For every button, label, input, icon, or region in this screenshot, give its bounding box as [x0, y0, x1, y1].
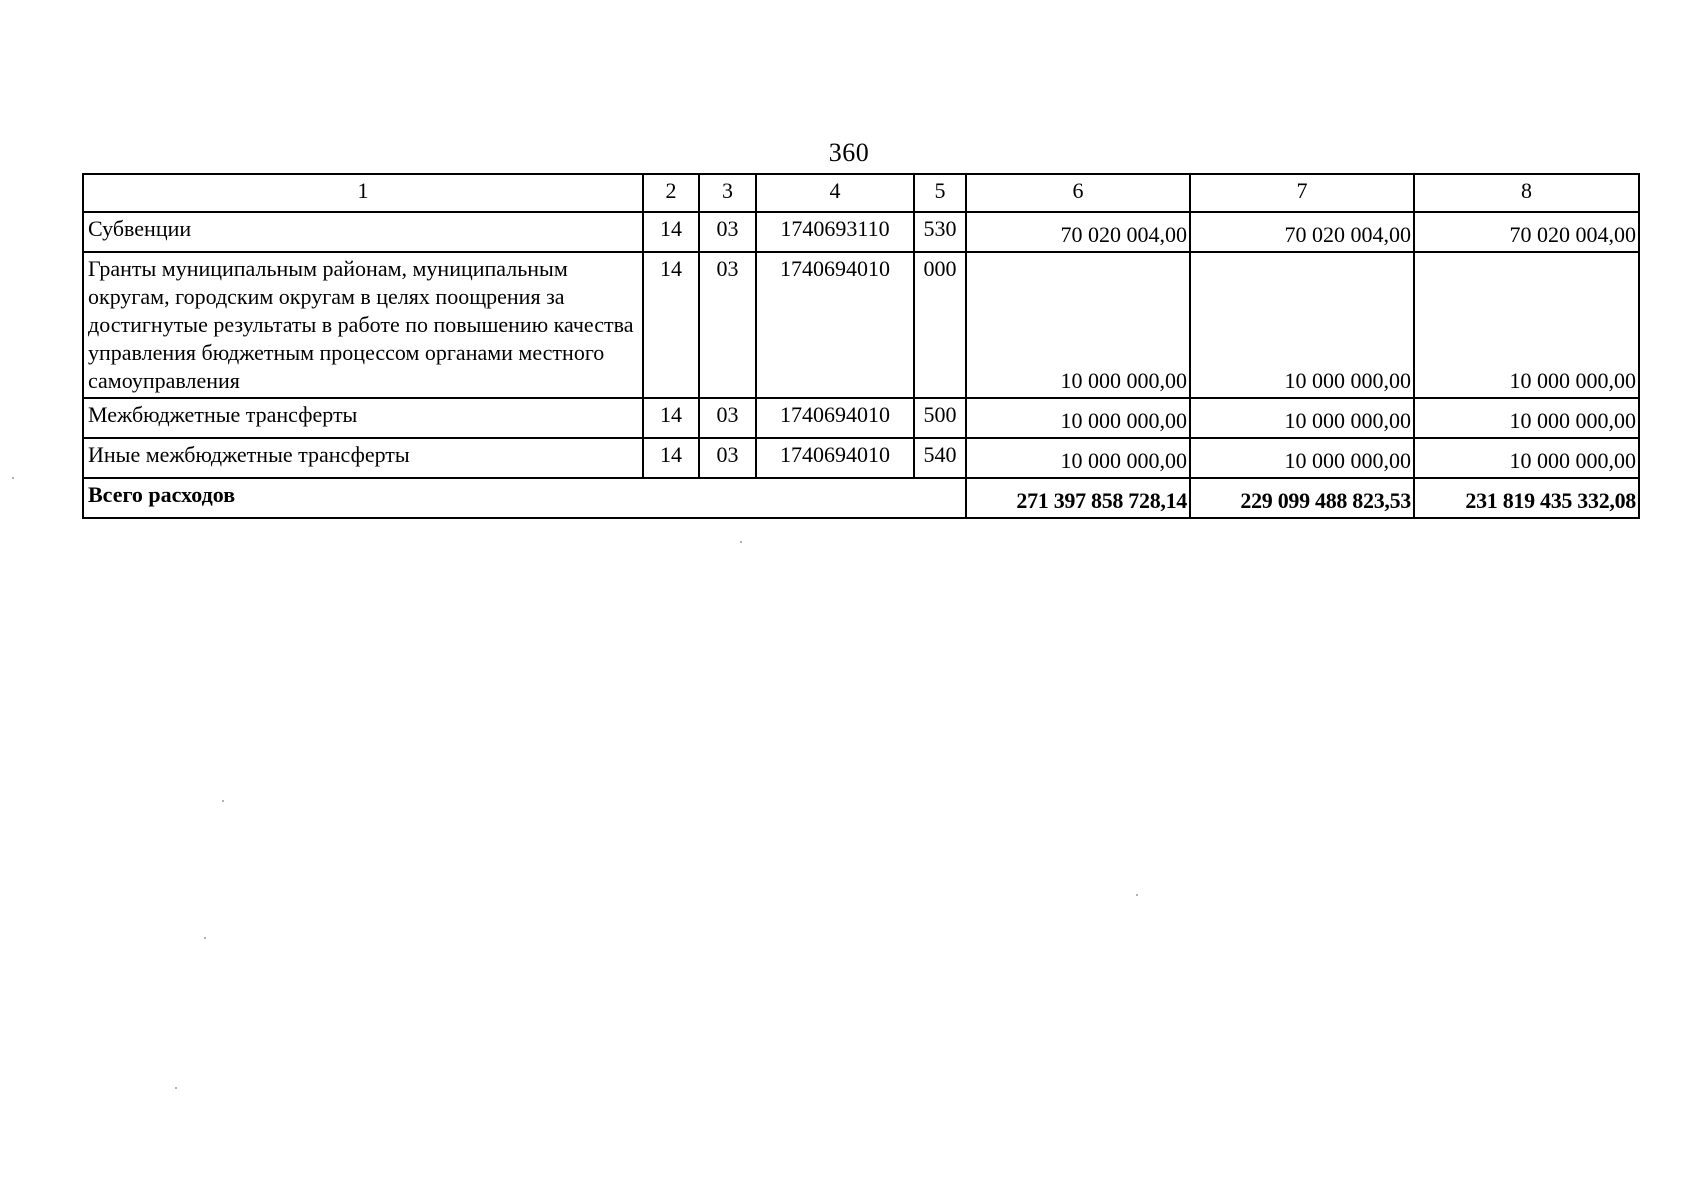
column-number-header-row [83, 174, 1639, 212]
budget-table [82, 173, 1640, 519]
amount-col-7: 10 000 000,00 [1190, 398, 1414, 438]
target-article-code: 1740694010 [756, 438, 914, 478]
amount-col-8: 10 000 000,00 [1414, 398, 1639, 438]
scan-speck [204, 937, 206, 939]
column-number-2: 2 [643, 174, 699, 212]
amount-col-8: 10 000 000,00 [1414, 252, 1639, 398]
row-name: Межбюджетные трансферты [83, 398, 643, 438]
total-row [83, 478, 1639, 518]
subsection-code: 03 [699, 438, 756, 478]
section-code: 14 [643, 252, 699, 398]
scan-speck [222, 800, 224, 802]
section-code: 14 [643, 212, 699, 252]
total-amount-col-8: 231 819 435 332,08 [1414, 478, 1639, 518]
subsection-code: 03 [699, 398, 756, 438]
scan-speck [740, 541, 742, 543]
total-amount-col-7: 229 099 488 823,53 [1190, 478, 1414, 518]
subsection-code: 03 [699, 212, 756, 252]
column-number-5: 5 [914, 174, 966, 212]
row-name: Иные межбюджетные трансферты [83, 438, 643, 478]
amount-col-6: 10 000 000,00 [966, 398, 1190, 438]
amount-col-6: 70 020 004,00 [966, 212, 1190, 252]
expense-type-code: 500 [914, 398, 966, 438]
page-number: 360 [828, 138, 870, 167]
scan-speck [175, 1087, 177, 1089]
row-name: Субвенции [83, 212, 643, 252]
section-code: 14 [643, 398, 699, 438]
row-name: Гранты муниципальным районам, муниципальным округам, городским округам в целях поощрения за достигнутые результаты в работе по повышению качества управления бюджетным процессом органами местного самоуправления [83, 252, 643, 398]
expense-type-code: 540 [914, 438, 966, 478]
amount-col-7: 10 000 000,00 [1190, 438, 1414, 478]
amount-col-6: 10 000 000,00 [966, 252, 1190, 398]
scan-speck [12, 477, 14, 479]
amount-col-7: 10 000 000,00 [1190, 252, 1414, 398]
target-article-code: 1740693110 [756, 212, 914, 252]
table-row [83, 398, 1639, 438]
table-row [83, 252, 1639, 398]
expense-type-code: 530 [914, 212, 966, 252]
target-article-code: 1740694010 [756, 398, 914, 438]
section-code: 14 [643, 438, 699, 478]
column-number-8: 8 [1414, 174, 1639, 212]
column-number-3: 3 [699, 174, 756, 212]
scan-speck [1136, 894, 1138, 896]
amount-col-7: 70 020 004,00 [1190, 212, 1414, 252]
total-amount-col-6: 271 397 858 728,14 [966, 478, 1190, 518]
expense-type-code: 000 [914, 252, 966, 398]
column-number-1: 1 [83, 174, 643, 212]
column-number-6: 6 [966, 174, 1190, 212]
column-number-4: 4 [756, 174, 914, 212]
amount-col-8: 70 020 004,00 [1414, 212, 1639, 252]
amount-col-8: 10 000 000,00 [1414, 438, 1639, 478]
subsection-code: 03 [699, 252, 756, 398]
target-article-code: 1740694010 [756, 252, 914, 398]
table-row [83, 438, 1639, 478]
amount-col-6: 10 000 000,00 [966, 438, 1190, 478]
column-number-7: 7 [1190, 174, 1414, 212]
table-row [83, 212, 1639, 252]
total-label: Всего расходов [83, 478, 966, 518]
